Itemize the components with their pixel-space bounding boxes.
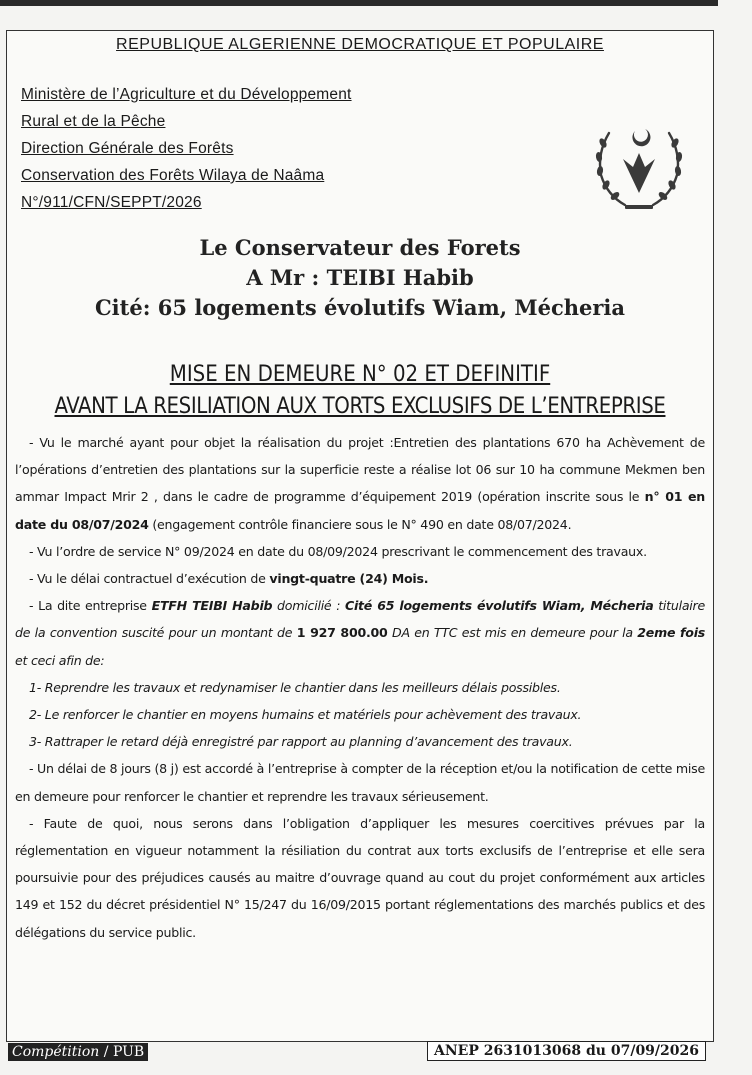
paragraph-service-order: - Vu l’ordre de service N° 09/2024 en date du 08/09/2024 prescrivant le commencement des travaux. xyxy=(29,543,647,559)
list-item: 1- Reprendre les travaux et redynamiser le chantier dans les meilleurs délais possibles. xyxy=(29,679,561,695)
list-item: 3- Rattraper le retard déjà enregistré par rapport au planning d’avancement des travaux. xyxy=(29,734,573,750)
ministry-line: Rural et de la Pêche xyxy=(21,113,166,130)
recipient-address: Cité: 65 logements évolutifs Wiam, Mécheria xyxy=(94,295,626,320)
republic-heading: REPUBLIQUE ALGERIENNE DEMOCRATIQUE ET POPULAIRE xyxy=(116,36,604,53)
notice-frame xyxy=(6,30,714,1042)
recipient-name: A Mr : TEIBI Habib xyxy=(246,265,474,290)
anep-reference: ANEP 2631013068 du 07/09/2026 xyxy=(427,1041,706,1061)
notice-body xyxy=(15,429,705,946)
paragraph-market: - Vu le marché ayant pour objet la réalisation du projet :Entretien des plantations 670 ha Achèvement de l’opérations d’entretien des plantations sur la superficie reste a réalise lot 06 sur 10 ha commune Mekmen ben ammar Impact Mrir 2 , dans le cadre de programme d’équipement 2019 (opération inscrite sous le n° 01 en date du 08/07/2024 (engagement contrôle financiere sous le N° 490 en date 08/07/2024. xyxy=(15,435,705,532)
paragraph-company: - La dite entreprise ETFH TEIBI Habib domicilié : Cité 65 logements évolutifs Wiam, Mécheria titulaire de la convention suscité pour un montant de 1 927 800.00 DA en TTC est mis en demeure pour la 2eme fois et ceci afin de: xyxy=(15,598,706,668)
paragraph-delay: - Un délai de 8 jours (8 j) est accordé à l’entreprise à compter de la réception et/ou la notification de cette mise en demeure pour renforcer le chantier et reprendre les travaux sérieusement. xyxy=(15,761,705,804)
addressee-block xyxy=(7,233,713,323)
list-item: 2- Le renforcer le chantier en moyens humains et matériels pour achèvement des travaux. xyxy=(29,707,582,723)
title-line-1: MISE EN DEMEURE N° 02 ET DEFINITIF xyxy=(169,362,551,387)
top-rule xyxy=(0,0,718,6)
notice-title xyxy=(7,359,713,423)
ministry-line: Ministère de l’Agriculture et du Développement xyxy=(21,86,352,103)
reference-number: N°/911/CFN/SEPPT/2026 xyxy=(21,194,202,211)
sender-title: Le Conservateur des Forets xyxy=(199,235,521,260)
direction-line: Direction Générale des Forêts xyxy=(21,140,234,157)
paragraph-sanctions: - Faute de quoi, nous serons dans l’obligation d’appliquer les mesures coercitives prévues par la réglementation en vigueur notamment la résiliation du contrat aux torts exclusifs de l’entreprise et elle sera poursuivie pour des préjudices causés au maitre d’ouvrage quand au cout du projet conformément aux articles 149 et 152 du décret présidentiel N° 15/247 du 16/09/2015 portant réglementations des marchés publics et des délégations du service public. xyxy=(15,815,705,940)
publication-tag: Compétition / PUB xyxy=(8,1043,148,1061)
paragraph-deadline: - Vu le délai contractuel d’exécution de vingt-quatre (24) Mois. xyxy=(29,571,429,587)
conservation-line: Conservation des Forêts Wilaya de Naâma xyxy=(21,167,325,184)
title-line-2: AVANT LA RESILIATION AUX TORTS EXCLUSIFS DE L’ENTREPRISE xyxy=(54,394,666,419)
ministry-block xyxy=(21,81,352,216)
algerian-emblem-icon xyxy=(579,113,699,223)
